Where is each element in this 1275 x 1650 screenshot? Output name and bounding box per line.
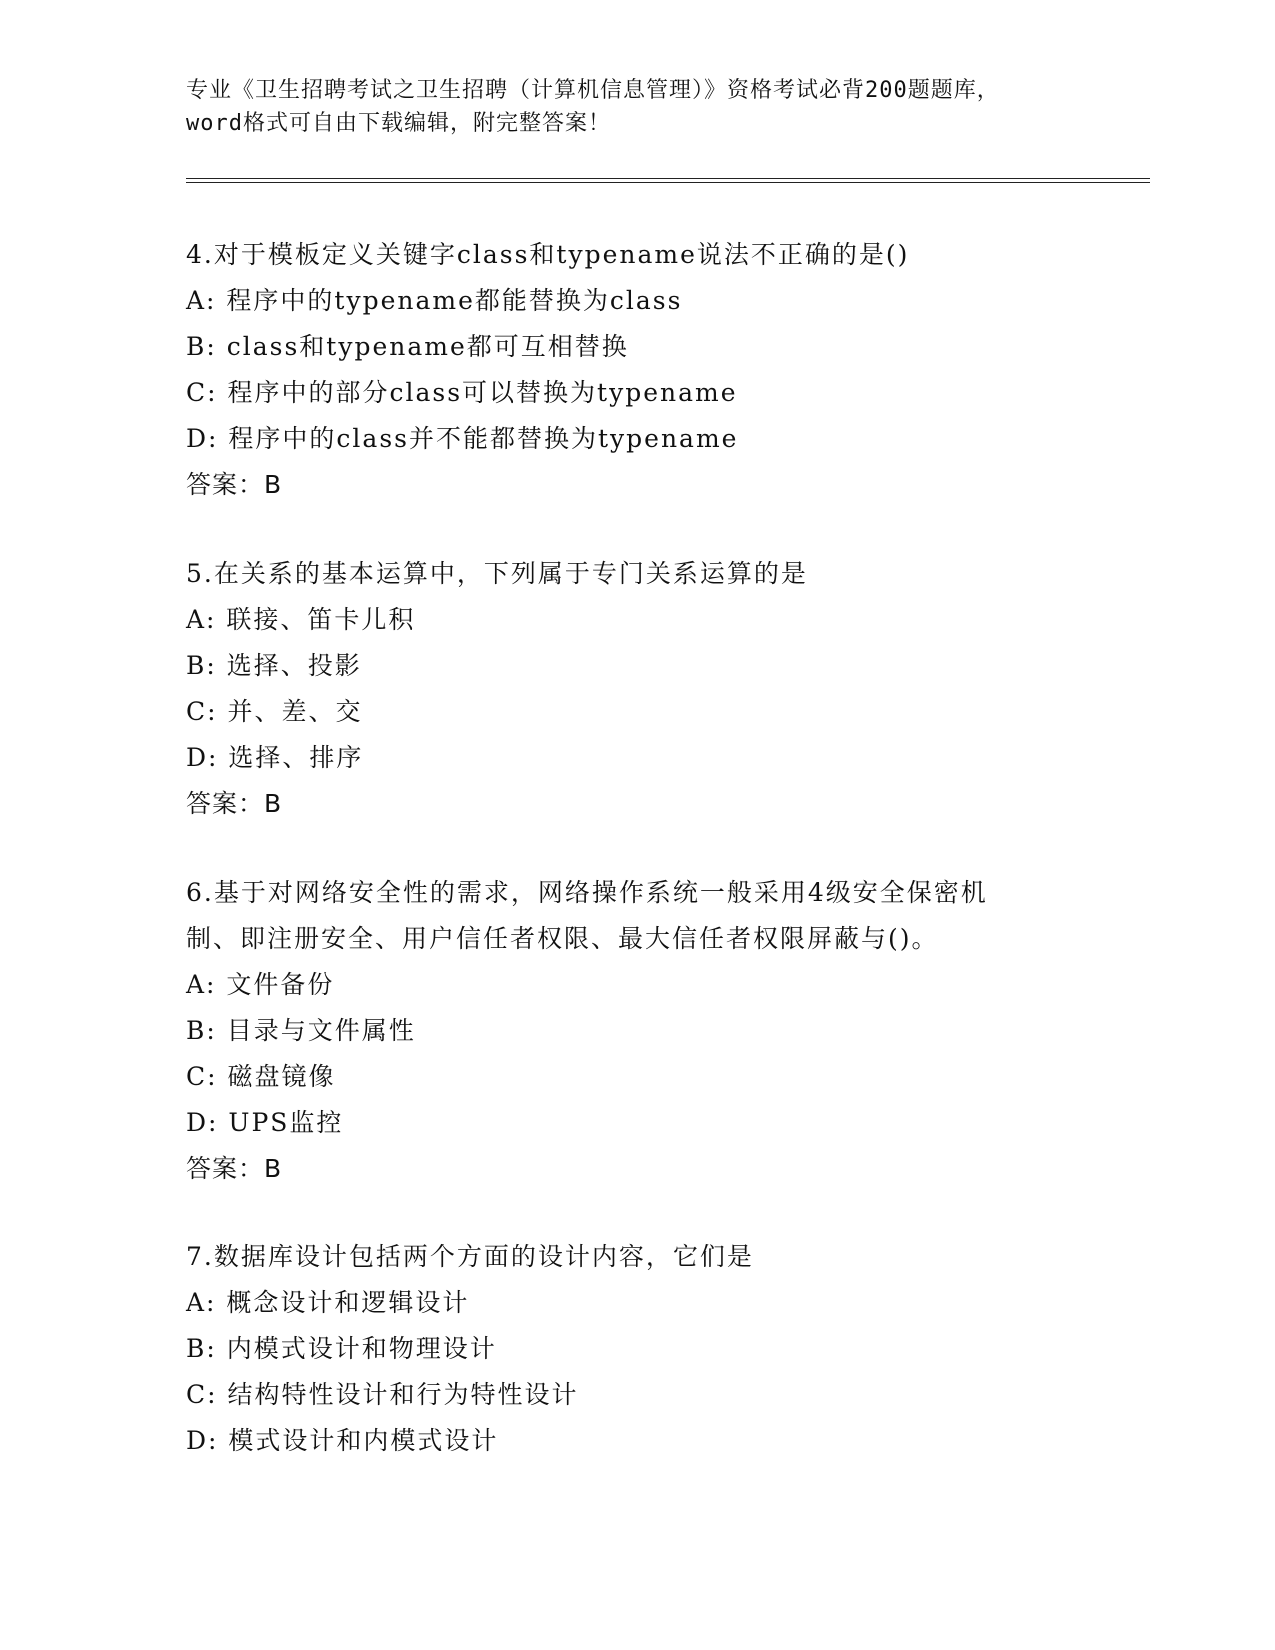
- option-b: B: 选择、投影: [186, 651, 362, 680]
- option-a: A: 文件备份: [186, 970, 335, 999]
- option-a: A: 联接、笛卡儿积: [186, 605, 416, 634]
- option-b: B: 目录与文件属性: [186, 1016, 416, 1045]
- question-4: [186, 232, 1086, 508]
- question-stem: 4.对于模板定义关键字class和typename说法不正确的是(): [186, 240, 910, 269]
- document-header: [186, 74, 1086, 140]
- question-7: [186, 1234, 1086, 1464]
- option-c: C: 程序中的部分class可以替换为typename: [186, 378, 738, 407]
- option-b: B: class和typename都可互相替换: [186, 332, 629, 361]
- option-d: D: UPS监控: [186, 1108, 344, 1137]
- option-c: C: 结构特性设计和行为特性设计: [186, 1380, 579, 1409]
- header-line-1: 专业《卫生招聘考试之卫生招聘（计算机信息管理）》资格考试必背200题题库，: [186, 78, 1000, 103]
- header-divider-bottom: [186, 182, 1150, 183]
- question-stem: 5.在关系的基本运算中，下列属于专门关系运算的是: [186, 559, 808, 588]
- option-d: D: 程序中的class并不能都替换为typename: [186, 424, 739, 453]
- answer-line: 答案：B: [186, 1154, 283, 1183]
- header-line-2: word格式可自由下载编辑，附完整答案！: [186, 111, 611, 136]
- option-c: C: 并、差、交: [186, 697, 363, 726]
- option-c: C: 磁盘镜像: [186, 1062, 336, 1091]
- option-a: A: 程序中的typename都能替换为class: [186, 286, 683, 315]
- header-divider-top: [186, 178, 1150, 179]
- option-d: D: 模式设计和内模式设计: [186, 1426, 499, 1455]
- answer-line: 答案：B: [186, 789, 283, 818]
- option-b: B: 内模式设计和物理设计: [186, 1334, 497, 1363]
- question-6: [186, 870, 1086, 1192]
- option-a: A: 概念设计和逻辑设计: [186, 1288, 470, 1317]
- question-stem-line-1: 6.基于对网络安全性的需求，网络操作系统一般采用4级安全保密机: [186, 878, 988, 907]
- option-d: D: 选择、排序: [186, 743, 364, 772]
- question-5: [186, 551, 1086, 827]
- question-stem-line-2: 制、即注册安全、用户信任者权限、最大信任者权限屏蔽与()。: [186, 924, 939, 953]
- question-stem: 7.数据库设计包括两个方面的设计内容，它们是: [186, 1242, 754, 1271]
- answer-line: 答案：B: [186, 470, 283, 499]
